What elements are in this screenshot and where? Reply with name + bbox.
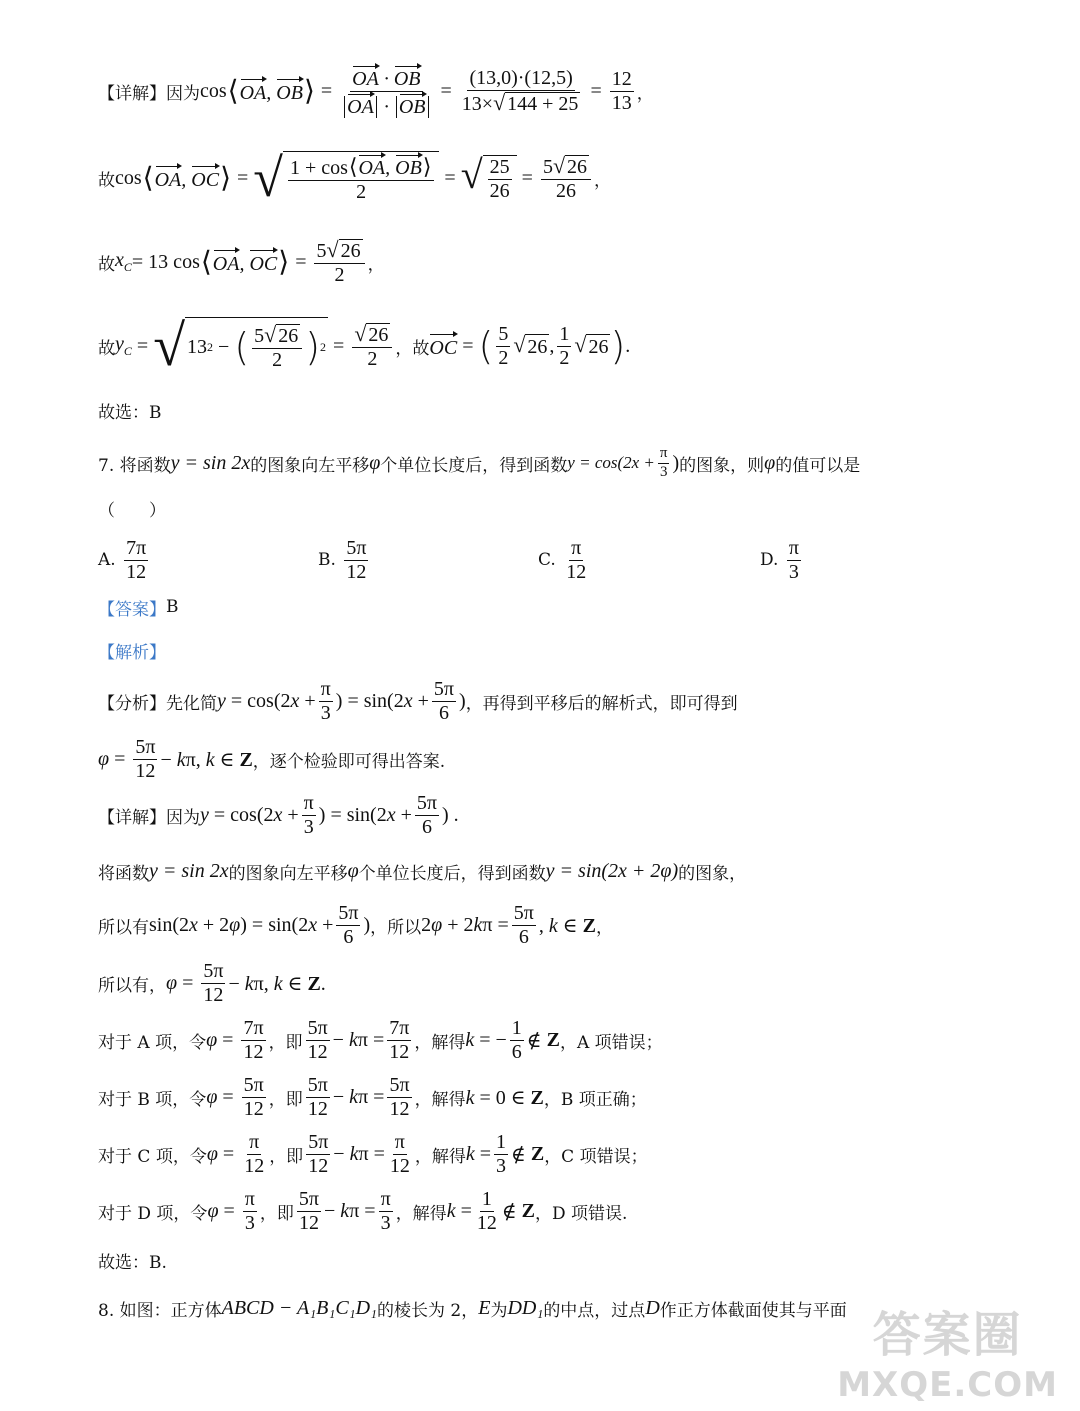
option-a[interactable]: A. $\frac{7\pi}{12}$	[98, 536, 147, 583]
q7-final: 故选：B.	[98, 1252, 167, 1273]
q7-check-a: 对于 A 项，令 φ = $\frac{7\pi}{12}$ ，即 $\frac{5\pi}{12}$ − kπ = $\frac{7\pi}{12}$ ，解得 k = − $\frac{1}{6}$ ∉ Z ，A 项错误；	[98, 1016, 663, 1063]
site-watermark: 答案圈 MXQE.COM	[837, 1307, 1058, 1405]
q7-equation-line: 所以有 sin(2x + 2φ) = sin(2x + $\frac{5\pi}{6}$ ) ，所以 2φ + 2kπ = $\frac{5\pi}{6}$ , k ∈ Z ，	[98, 901, 613, 948]
q7-check-c: 对于 C 项，令 φ = $\frac{\pi}{12}$ ，即 $\frac{5\pi}{12}$ − kπ = $\frac{\pi}{12}$ ，解得 k = $\frac{1}{3}$ ∉ Z ，C 项错误；	[98, 1130, 648, 1177]
result-fraction: $\frac{12}{13}$	[611, 67, 632, 114]
q6-detail-line-4: 故 $y_C$ = √ 13 2 − ( 5 √ 26 2 ) 2 = √ 26 2 ，故 OC = ( $\frac{5}{2}$ √ 26 , $\frac{1}{2}$ √ 26 ) .	[98, 313, 631, 378]
option-c[interactable]: C. $\frac{\pi}{12}$	[538, 536, 587, 583]
q7-paren: （ ）	[98, 500, 166, 521]
q7-xiangjie-line-1: 【详解】因为 y = cos(2x + $\frac{\pi}{3}$ ) = sin(2x + $\frac{5\pi}{6}$ ) .	[98, 791, 459, 838]
q7-check-d: 对于 D 项，令 φ = $\frac{\pi}{3}$ ，即 $\frac{5\pi}{12}$ − kπ = $\frac{\pi}{3}$ ，解得 k = $\frac{1}{12}$ ∉ Z ，D 项错误.	[98, 1187, 628, 1234]
q8-stem: 8. 如图：正方体 ABCD − A₁B₁C₁D₁ 的棱长为 2， E 为 DD₁ 的中点，过点 D 作正方体截面使其与平面	[98, 1296, 847, 1321]
q7-shift-line: 将函数 y = sin 2x 的图象向左平移 φ 个单位长度后，得到函数 y = sin(2x + 2φ) 的图象，	[98, 859, 747, 884]
detail-label: 【详解】因为	[98, 83, 200, 104]
q7-phi-line: 所以有， φ = $\frac{5\pi}{12}$ − kπ, k ∈ Z.	[98, 959, 326, 1006]
q6-detail-line-2: 故 cos ⟨ OA, OC ⟩ = √ $\frac{1 + \cos⟨OA, OB⟩}{2}$ = √ $\frac{25}{26}$ = 5 √ 26 26 ，	[98, 148, 612, 208]
q6-detail-line-1: 【详解】因为 cos ⟨ OA, OB ⟩ = $\frac{OA \cdot OB}{OA \cdot OB}$ = (13,0)·(12,5) 13× √ 144 + 25 = $\frac{12}{13}$ ，	[98, 66, 654, 118]
q7-fenxi-line-1: 【分析】先化简 y = cos(2x + $\frac{\pi}{3}$ ) = sin(2x + $\frac{5\pi}{6}$ ) ，再得到平移后的解析式，即可得到	[98, 677, 738, 724]
q6-answer: 故选：B	[98, 402, 162, 423]
option-b[interactable]: B. $\frac{5\pi}{12}$	[318, 536, 367, 583]
q7-check-b: 对于 B 项，令 φ = $\frac{5\pi}{12}$ ，即 $\frac{5\pi}{12}$ − kπ = $\frac{5\pi}{12}$ ，解得 k = 0 ∈ Z ，B 项正确；	[98, 1073, 647, 1120]
sqrt-expression: √ $\frac{1 + \cos⟨OA, OB⟩}{2}$	[253, 151, 439, 205]
q7-answer: 【答案】 B	[98, 597, 179, 620]
q7-analysis-tag: 【解析】	[98, 642, 166, 663]
q7-stem: 7. 将函数 y = sin 2x 的图象向左平移 φ 个单位长度后，得到函数 y = cos(2x + $\frac{\pi}{3}$ ) 的图象，则 φ 的值可以是	[98, 444, 861, 480]
option-d[interactable]: D. $\frac{\pi}{3}$	[760, 536, 799, 583]
numeric-fraction: (13,0)·(12,5) 13× √ 144 + 25	[461, 66, 579, 115]
q6-detail-line-3: 故 $x_C$ = 13 cos ⟨ OA, OC ⟩ = 5 √ 26 2 ，	[98, 236, 385, 286]
cos-fraction: $\frac{OA \cdot OB}{OA \cdot OB}$	[340, 65, 432, 118]
q7-fenxi-line-2: φ = $\frac{5\pi}{12}$ − kπ, k ∈ Z ，逐个检验即可得出答案.	[98, 735, 446, 782]
